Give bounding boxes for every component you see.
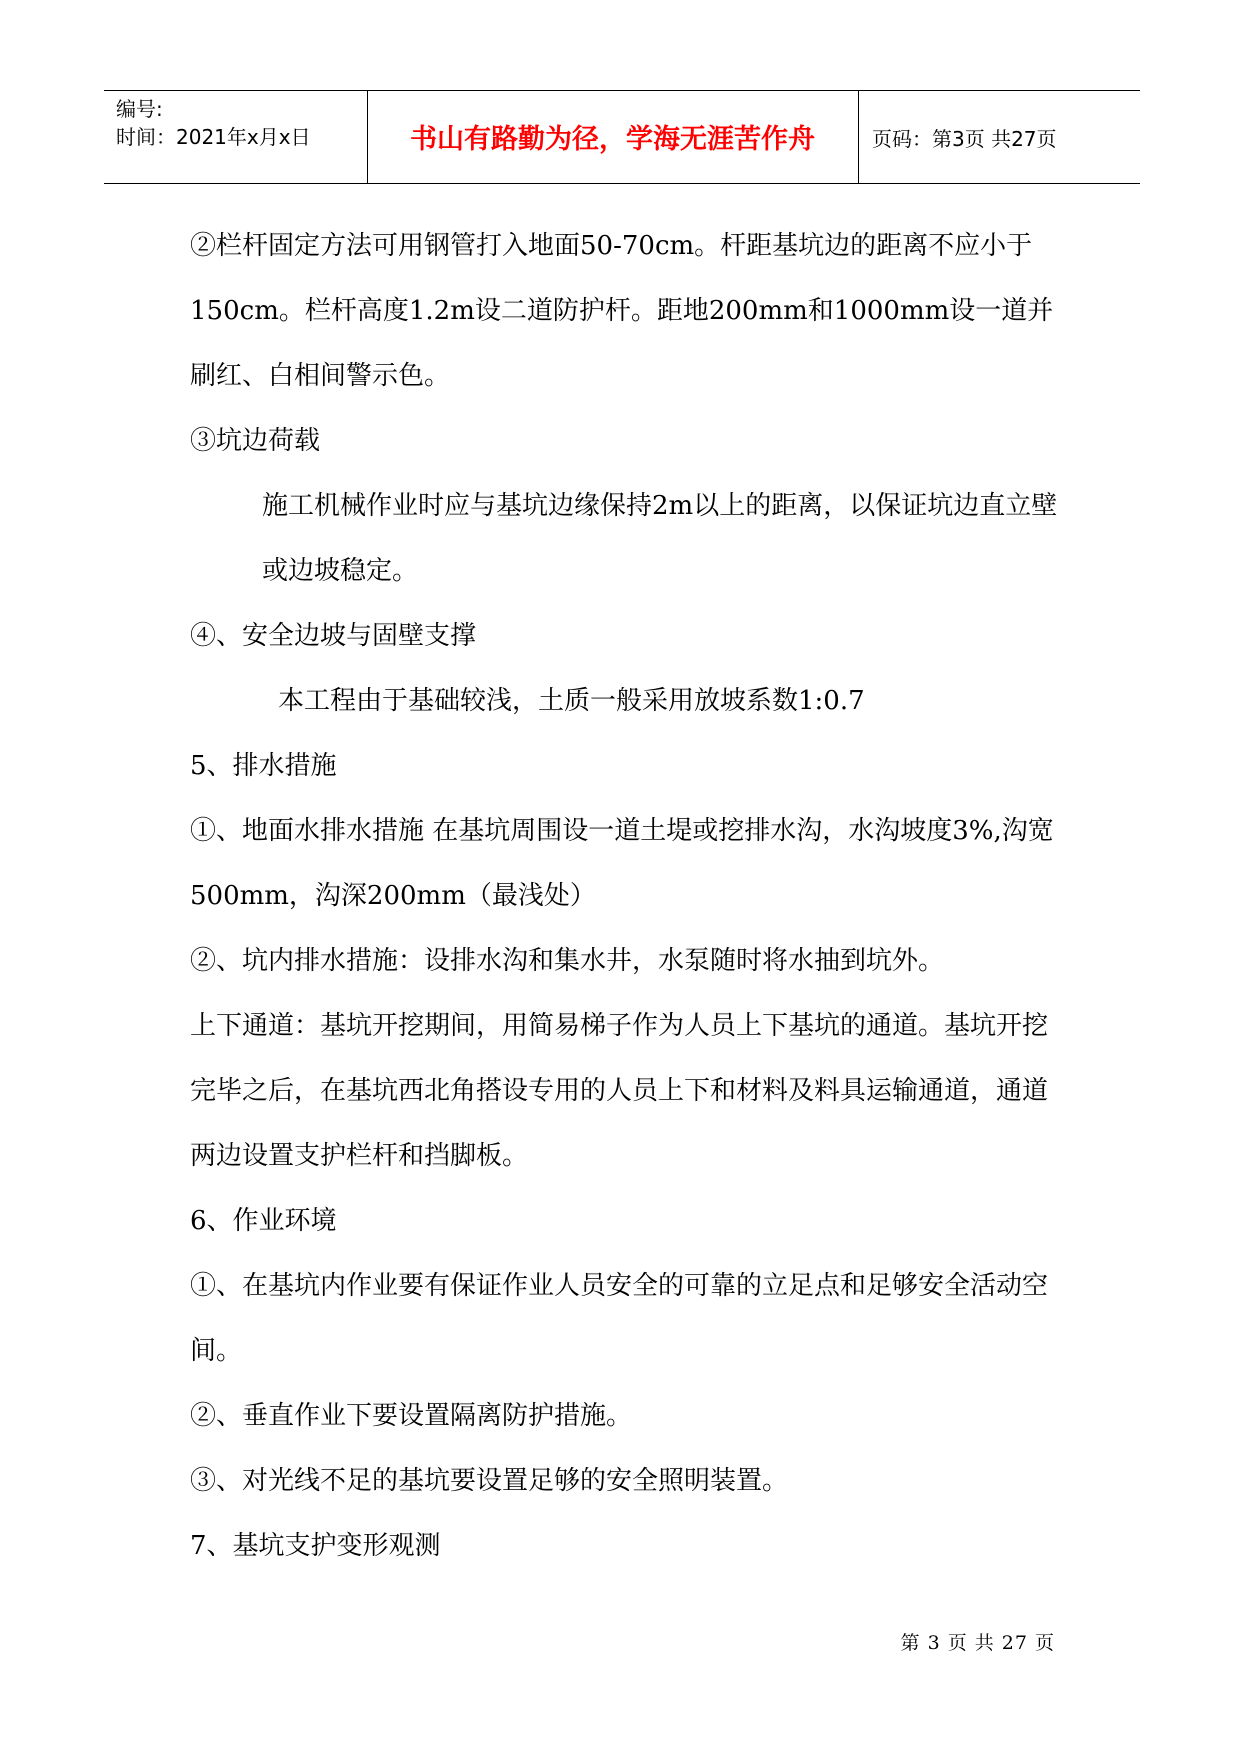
header-meta [116, 95, 311, 151]
header-page-code: 页码：第3页 共27页 [872, 127, 1057, 151]
header-divider-right [858, 91, 859, 183]
heading-drainage: 5、排水措施 [190, 751, 337, 781]
paragraph-machinery-distance: 施工机械作业时应与基坑边缘保持2m以上的距离，以保证坑边直立壁或边坡稳定。 [262, 491, 1058, 586]
paragraph-slope-coefficient: 本工程由于基础较浅，土质一般采用放坡系数1:0.7 [278, 686, 865, 716]
document-body [190, 214, 1060, 1579]
heading-edge-load: ③坑边荷载 [190, 426, 321, 456]
paragraph-vertical-isolation: ②、垂直作业下要设置隔离防护措施。 [190, 1401, 633, 1431]
paragraph-surface-drainage: ①、地面水排水措施 在基坑周围设一道土堤或挖排水沟，水沟坡度3%,沟宽500mm，沟深200mm（最浅处） [190, 816, 1054, 911]
paragraph-footing: ①、在基坑内作业要有保证作业人员安全的可靠的立足点和足够安全活动空间。 [190, 1271, 1049, 1366]
paragraph-pit-drainage: ②、坑内排水措施：设排水沟和集水井，水泵随时将水抽到坑外。 [190, 946, 945, 976]
heading-deformation-monitoring: 7、基坑支护变形观测 [190, 1531, 441, 1561]
heading-slope-support: ④、安全边坡与固壁支撑 [190, 621, 477, 651]
time-label: 时间：2021年x月x日 [116, 125, 311, 149]
heading-work-environment: 6、作业环境 [190, 1206, 337, 1236]
paragraph-access-route: 上下通道：基坑开挖期间，用简易梯子作为人员上下基坑的通道。基坑开挖完毕之后，在基坑西北角搭设专用的人员上下和材料及料具运输通道，通道两边设置支护栏杆和挡脚板。 [190, 1011, 1049, 1171]
page-footer: 第 3 页 共 27 页 [900, 1632, 1055, 1654]
serial-label: 编号: [116, 97, 163, 121]
paragraph-lighting: ③、对光线不足的基坑要设置足够的安全照明装置。 [190, 1466, 789, 1496]
header-motto: 书山有路勤为径，学海无涯苦作舟 [410, 124, 815, 155]
page-header [104, 90, 1140, 184]
paragraph-railing-fixing: ②栏杆固定方法可用钢管打入地面50-70cm。杆距基坑边的距离不应小于150cm。栏杆高度1.2m设二道防护杆。距地200mm和1000mm设一道并刷红、白相间警示色。 [190, 231, 1054, 391]
